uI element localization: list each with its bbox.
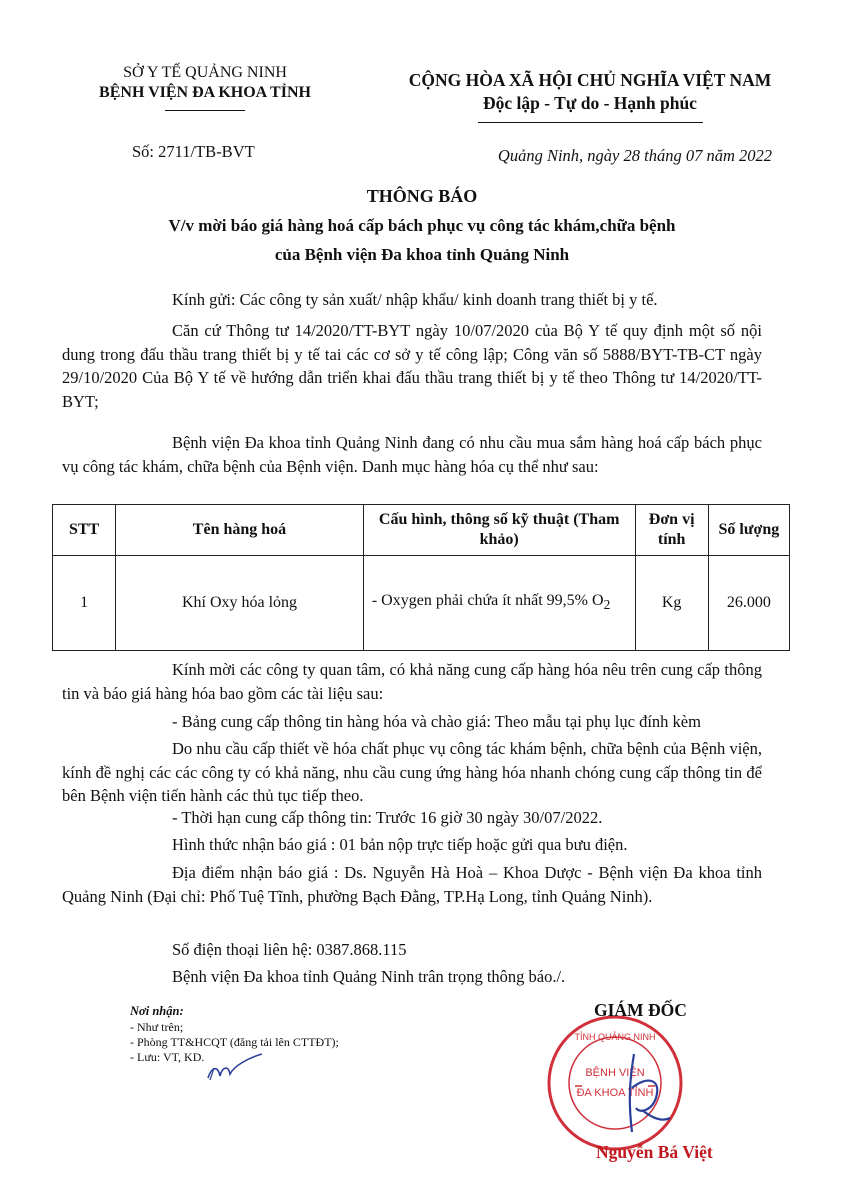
need-paragraph: Bệnh viện Đa khoa tỉnh Quảng Ninh đang có nhu cầu mua sắm hàng hoá cấp bách phục vụ công tác khám, chữa bệnh của Bệnh viện. Danh mục hàng hóa cụ thể như sau: bbox=[62, 433, 762, 476]
header-config: Cấu hình, thông số kỹ thuật (Tham khảo) bbox=[363, 505, 635, 556]
header-name: Tên hàng hoá bbox=[116, 505, 364, 556]
phone-line: Số điện thoại liên hệ: 0387.868.115 bbox=[172, 940, 407, 959]
cell-quantity: 26.000 bbox=[708, 556, 789, 651]
document-title: THÔNG BÁO bbox=[366, 186, 478, 206]
cell-name: Khí Oxy hóa lỏng bbox=[116, 556, 364, 651]
organization-underline bbox=[165, 110, 245, 111]
header-unit: Đơn vị tính bbox=[635, 505, 708, 556]
national-motto: Độc lập - Tự do - Hạnh phúc bbox=[483, 93, 697, 113]
header-stt: STT bbox=[53, 505, 116, 556]
recipient-item: - Như trên; bbox=[130, 1020, 184, 1034]
cell-stt: 1 bbox=[53, 556, 116, 651]
stamp-text-line1: BỆNH VIỆN bbox=[585, 1067, 645, 1079]
place-and-date: Quảng Ninh, ngày 28 tháng 07 năm 2022 bbox=[497, 146, 772, 165]
document-number: Số: 2711/TB-BVT bbox=[132, 142, 255, 161]
recipient-item: - Phòng TT&HCQT (đăng tải lên CTTĐT); bbox=[130, 1035, 339, 1049]
recipient-item: - Lưu: VT, KD. bbox=[130, 1050, 205, 1064]
greeting: Kính gửi: Các công ty sản xuất/ nhập khẩu/ kinh doanh trang thiết bị y tế. bbox=[172, 290, 658, 309]
deadline-line: - Thời hạn cung cấp thông tin: Trước 16 giờ 30 ngày 30/07/2022. bbox=[172, 808, 603, 827]
stamp-text-line2: ĐA KHOA TỈNH bbox=[576, 1087, 654, 1099]
location-paragraph: Địa điểm nhận báo giá : Ds. Nguyễn Hà Hoà – Khoa Dược - Bệnh viện Đa khoa tỉnh Quảng Ninh (Đại chỉ: Phố Tuệ Tĩnh, phường Bạch Đằng, TP.Hạ Long, tỉnh Quảng Ninh). bbox=[62, 863, 762, 906]
motto-underline bbox=[478, 122, 703, 123]
signer-name: Nguyễn Bá Việt bbox=[596, 1142, 713, 1162]
recipients-heading: Nơi nhận: bbox=[130, 1004, 184, 1018]
config-subscript: 2 bbox=[603, 597, 611, 613]
organization-name: BỆNH VIỆN ĐA KHOA TỈNH bbox=[99, 84, 311, 101]
header-quantity: Số lượng bbox=[708, 505, 789, 556]
method-line: Hình thức nhận báo giá : 01 bản nộp trực tiếp hoặc gửi qua bưu điện. bbox=[172, 835, 628, 854]
urgency-paragraph: Do nhu cầu cấp thiết về hóa chất phục vụ công tác khám bệnh, chữa bệnh của Bệnh viện, kính đề nghị các các công ty có khả năng, nhu cầu cung ứng hàng hóa nhanh chóng cung cấp thông tin để bên Bệnh viện tiến hành các thủ tục tiếp theo. bbox=[62, 739, 762, 805]
document-subject-line1: V/v mời báo giá hàng hoá cấp bách phục vụ công tác khám,chữa bệnh bbox=[168, 216, 676, 235]
document-subject-line2: của Bệnh viện Đa khoa tỉnh Quảng Ninh bbox=[274, 245, 570, 264]
invite-paragraph: Kính mời các công ty quan tâm, có khả năng cung cấp hàng hóa nêu trên cung cấp thông tin và báo giá hàng hóa bao gồm các tài liệu sau: bbox=[62, 660, 762, 703]
table-row bbox=[53, 556, 790, 651]
table-header-row bbox=[53, 505, 790, 556]
director-signature bbox=[612, 1048, 682, 1138]
config-text: - Oxygen phải chứa ít nhất 99,5% O bbox=[371, 592, 604, 610]
parent-organization: SỞ Y TẾ QUẢNG NINH bbox=[123, 64, 287, 81]
stamp-ring-text: TỈNH QUẢNG NINH bbox=[574, 1032, 656, 1042]
goods-table bbox=[52, 504, 790, 651]
initials-signature bbox=[200, 1048, 270, 1088]
closing-line: Bệnh viện Đa khoa tỉnh Quảng Ninh trân trọng thông báo./. bbox=[172, 967, 566, 986]
document-list-item: - Bảng cung cấp thông tin hàng hóa và chào giá: Theo mẫu tại phụ lục đính kèm bbox=[172, 712, 701, 731]
legal-basis-paragraph: Căn cứ Thông tư 14/2020/TT-BYT ngày 10/07/2020 của Bộ Y tế quy định một số nội dung trong đấu thầu trang thiết bị y tế tai các cơ sở y tế công lập; Công văn số 5888/BYT-TB-CT ngày 29/10/2020 Của Bộ Y tế về hướng dẫn triển khai đấu thầu trang thiết bị y tế theo Thông tư 14/2020/TT-BYT; bbox=[62, 321, 762, 411]
national-title: CỘNG HÒA XÃ HỘI CHỦ NGHĨA VIỆT NAM bbox=[408, 70, 772, 90]
cell-unit: Kg bbox=[635, 556, 708, 651]
director-title: GIÁM ĐỐC bbox=[594, 1000, 687, 1020]
cell-config bbox=[363, 556, 635, 651]
